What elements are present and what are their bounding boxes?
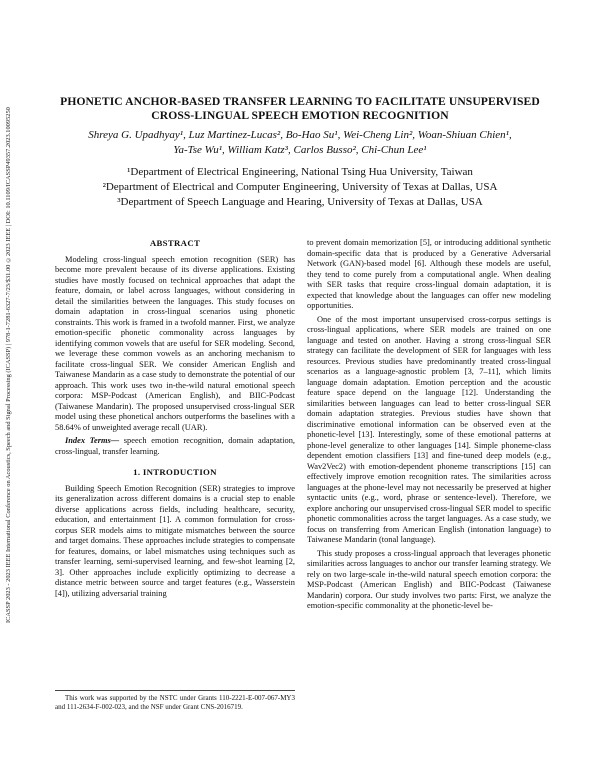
index-terms-text: speech emotion recognition, domain adaptation, cross-lingual, transfer learning. bbox=[55, 436, 295, 456]
authors-line-2: Ya-Tse Wu¹, William Katz³, Carlos Busso², Chi-Chun Lee¹ bbox=[173, 144, 427, 156]
abstract-body: Modeling cross-lingual speech emotion recognition (SER) has become more prevalent because of its diverse applications. Existing studies have mostly focused on technical approaches that adapt the feature, domain, or label across languages, without considering in detail the similarities between the languages. This study focuses on domain adaptation in cross-lingual scenarios using phonetic constraints. This work is framed in a twofold manner. First, we analyze emotion-specific phonetic commonality across languages by identifying common vowels that are useful for SER modeling. Second, we leverage these common vowels as an anchoring mechanism to facilitate cross-lingual SER. We consider American English and Taiwanese Mandarin as a case study to demonstrate the potential of our approach. This work uses two in-the-wild natural emotional speech corpora: MSP-Podcast (American English), and BIIC-Podcast (Taiwanese Mandarin). The proposed unsupervised cross-lingual SER model using these phonetical anchors outperforms the baselines with a 58.64% of unweighted average recall (UAR). bbox=[55, 254, 295, 432]
ieee-sidebar-citation: ICASSP 2023 - 2023 IEEE International Conference on Acoustics, Speech and Signal Processing (ICASSP) | 978-1-7281-6327-7/23/$31.00 ©2023 IEEE | DOI: 10.1109/ICASSP49357.2023.10095250 bbox=[5, 107, 12, 623]
affiliations bbox=[40, 165, 560, 210]
author-list bbox=[40, 128, 560, 158]
affiliation-1: ¹Department of Electrical Engineering, National Tsing Hua University, Taiwan bbox=[127, 166, 473, 178]
left-column bbox=[55, 238, 295, 599]
right-paragraph-2: One of the most important unsupervised cross-corpus settings is cross-lingual applications, where SER models are trained on one language and tested on another. Having a strong cross-lingual SER strategy can facilitate the development of SER for languages with less resources. Previous studies have predominantly treated cross-lingual scenarios as a language-agnostic problem [3, 7–11], which limits language domain adaptation. Emotion perception and the acoustic feature space depend on the language [12]. Understanding the similarities between languages can lead to better cross-lingual SER domain adaptation strategies. Previous studies have shown that discriminative emotional information can be observed even at the phonetic-level [13]. Interestingly, some of these emotional patterns at phone-level generalize to other languages [14]. Simple phoneme-class dependent emotion classifiers [13] and fine-tuned deep models (e.g., Wav2Vec2) with emotion-dependent phoneme transcriptions [15] can effectively improve emotion recognition rates. The similarities across languages at the phone-level may not necessarily be preserved at higher syntactic units (e.g., word, phrase or sentence-level). Therefore, we explore anchoring our unsupervised cross-lingual SER model to specific phonetic commonalities across the target languages. As a case study, we focus on transferring from American English (intonation language) to Taiwanese Mandarin (tonal language). bbox=[307, 314, 551, 544]
authors-line-1: Shreya G. Upadhyay¹, Luz Martinez-Lucas², Bo-Hao Su¹, Wei-Cheng Lin², Woan-Shiuan Chien¹, bbox=[88, 129, 512, 141]
title-line-2: CROSS-LINGUAL SPEECH EMOTION RECOGNITION bbox=[151, 109, 449, 122]
introduction-heading: 1. INTRODUCTION bbox=[133, 467, 217, 477]
paper-title bbox=[40, 95, 560, 123]
footnote-text: This work was supported by the NSTC under Grants 110-2221-E-007-067-MY3 and 111-2634-F-002-023, and the NSF under Grant CNS-2016719. bbox=[55, 694, 295, 711]
title-line-1: PHONETIC ANCHOR-BASED TRANSFER LEARNING TO FACILITATE UNSUPERVISED bbox=[60, 95, 540, 108]
right-column bbox=[307, 238, 551, 612]
affiliation-2: ²Department of Electrical and Computer Engineering, University of Texas at Dallas, USA bbox=[102, 181, 498, 193]
affiliation-3: ³Department of Speech Language and Hearing, University of Texas at Dallas, USA bbox=[117, 196, 483, 208]
funding-footnote bbox=[55, 690, 295, 711]
index-terms-label: Index Terms— bbox=[65, 436, 120, 445]
introduction-body: Building Speech Emotion Recognition (SER) strategies to improve its generalization across different domains is a crucial step to enable diverse applications across fields, including healthcare, security, education, and entertainment [1]. A common formulation for cross-corpus SER models aims to mitigate mismatches between the source and target domains. These approaches include strategies to compensate for features, domains, or label mismatches using techniques such as transfer learning, semi-supervised learning, and few-shot learning [2, 3]. Other approaches include explicitly optimizing to decrease a distance metric between source and target features (e.g., Wasserstein [4]), utilizing adversarial training bbox=[55, 483, 295, 598]
abstract-heading: ABSTRACT bbox=[149, 238, 201, 248]
right-paragraph-1: to prevent domain memorization [5], or introducing additional synthetic domain-specific data that is produced by a Generative Adversarial Network (GAN)-based model [6]. Although these models are useful, they tend to come purely from a computational angle. When dealing with SER tasks that require cross-lingual domain adaptation, it is expected that knowledge about the languages can offer new modeling opportunities. bbox=[307, 238, 551, 310]
index-terms bbox=[55, 436, 295, 457]
right-paragraph-3: This study proposes a cross-lingual approach that leverages phonetic similarities across languages to anchor our transfer learning strategy. We rely on two large-scale in-the-wild natural speech emotion corpora: the MSP-Podcast (American English) and BIIC-Podcast (Taiwanese Mandarin) corpora. Our study involves two parts: First, we analyze the emotion-specific commonality at the phonetic-level be- bbox=[307, 548, 551, 610]
